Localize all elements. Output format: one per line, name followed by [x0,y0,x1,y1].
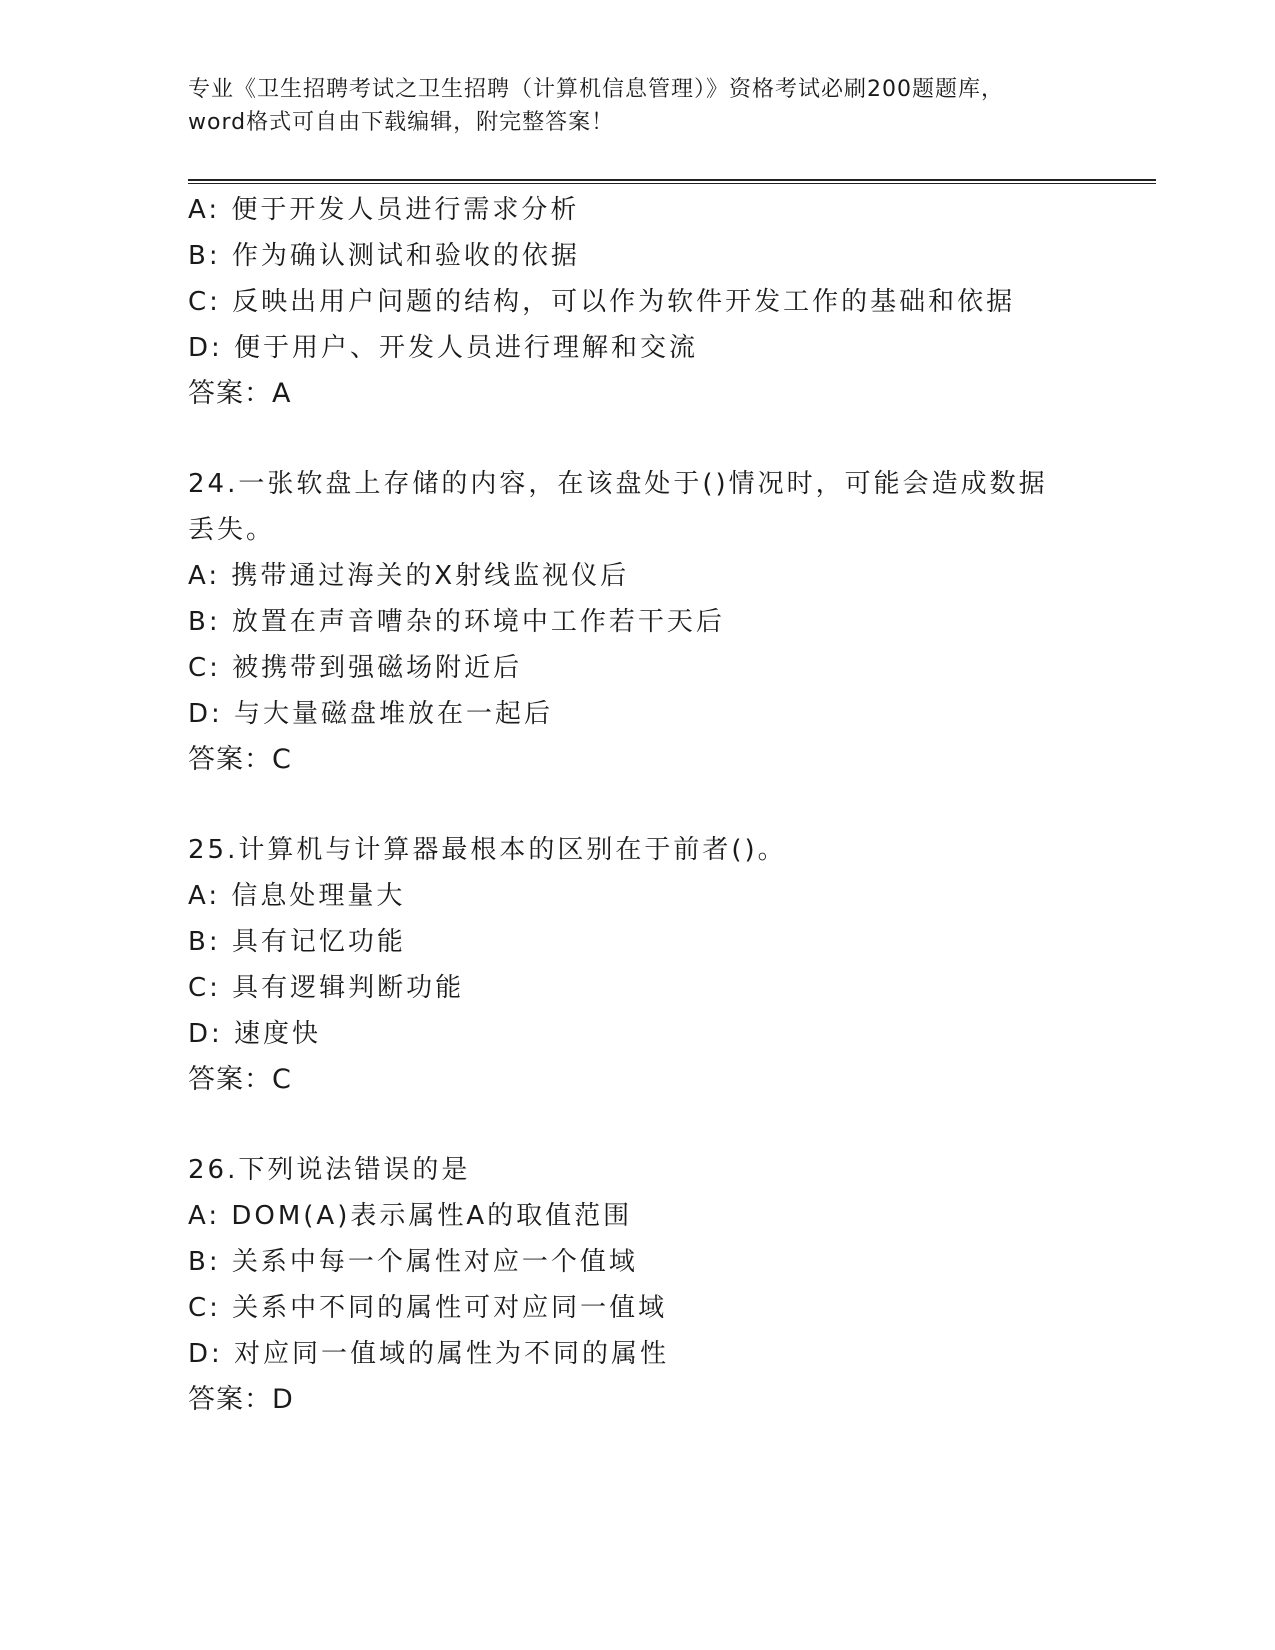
question-block-23 [188,187,1088,417]
answer-label: 答案：C [188,744,292,775]
option-d: D: 对应同一值域的属性为不同的属性 [188,1339,670,1369]
question-block-24 [188,461,1088,783]
header-divider [188,179,1156,184]
document-header [188,73,1088,139]
spacer [188,417,1088,461]
spacer [188,783,1088,827]
option-b: B: 作为确认测试和验收的依据 [188,241,580,271]
question-stem: 25.计算机与计算器最根本的区别在于前者()。 [188,835,787,865]
answer-label: 答案：C [188,1064,292,1095]
option-c: C: 具有逻辑判断功能 [188,973,465,1003]
option-b: B: 关系中每一个属性对应一个值域 [188,1247,638,1277]
option-a: A: 携带通过海关的X射线监视仪后 [188,561,630,591]
option-a: A: 信息处理量大 [188,881,406,911]
question-stem: 26.下列说法错误的是 [188,1155,471,1185]
answer-label: 答案：D [188,1384,294,1415]
option-b: B: 放置在声音嘈杂的环境中工作若干天后 [188,607,725,637]
option-c: C: 关系中不同的属性可对应同一值域 [188,1293,668,1323]
option-a: A: 便于开发人员进行需求分析 [188,195,580,225]
option-d: D: 速度快 [188,1019,322,1049]
question-stem: 24.一张软盘上存储的内容，在该盘处于()情况时，可能会造成数据丢失。 [188,469,1048,545]
option-d: D: 便于用户、开发人员进行理解和交流 [188,333,699,363]
option-b: B: 具有记忆功能 [188,927,406,957]
question-block-25 [188,827,1088,1103]
header-title-line2: word格式可自由下载编辑，附完整答案！ [188,110,615,135]
option-d: D: 与大量磁盘堆放在一起后 [188,699,554,729]
spacer [188,1103,1088,1147]
option-c: C: 被携带到强磁场附近后 [188,653,523,683]
question-block-26 [188,1147,1088,1423]
option-a: A: DOM(A)表示属性A的取值范围 [188,1201,633,1231]
question-list [188,187,1088,1423]
header-title-line1: 专业《卫生招聘考试之卫生招聘（计算机信息管理）》资格考试必刷200题题库， [188,77,1004,102]
answer-label: 答案：A [188,378,292,409]
option-c: C: 反映出用户问题的结构，可以作为软件开发工作的基础和依据 [188,287,1016,317]
